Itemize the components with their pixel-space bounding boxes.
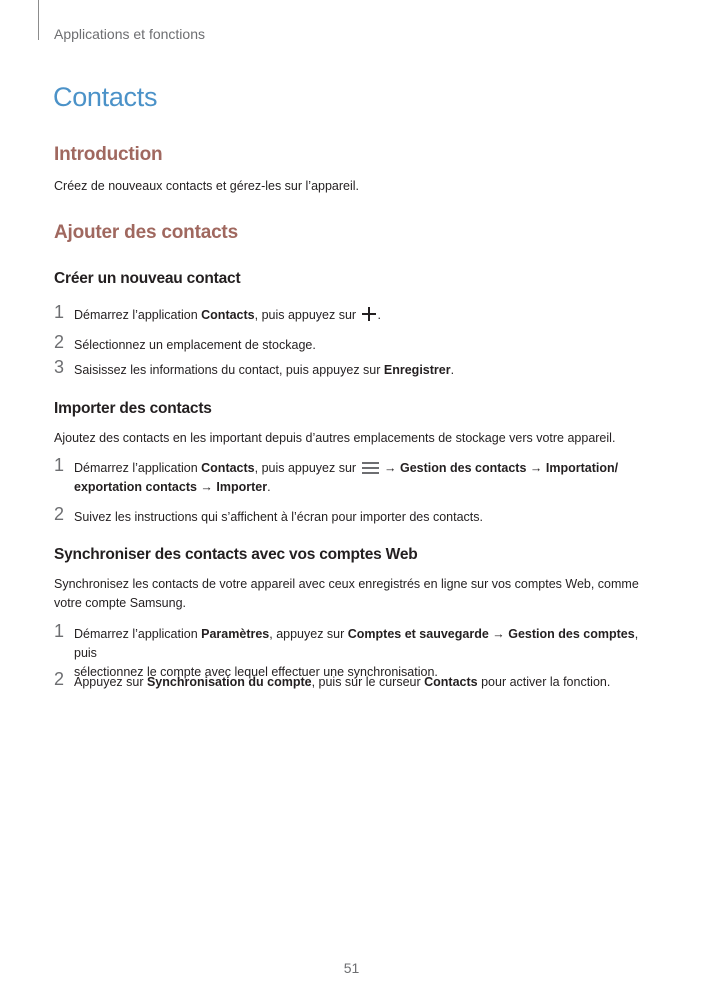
step-number: 3 — [54, 357, 65, 377]
introduction-text: Créez de nouveaux contacts et gérez-les sur l’appareil. — [54, 179, 360, 193]
step-number: 1 — [54, 621, 65, 641]
sync-contacts-heading: Synchroniser des contacts avec vos comptes Web — [54, 546, 418, 563]
sync-step-1: 1 Démarrez l’application Paramètres, appuyez sur Comptes et sauvegarde → Gestion des comptes, puis sélectionnez le compte avec lequel effectuer une synchronisation. — [54, 621, 639, 679]
save-label: Enregistrer — [383, 363, 451, 377]
sync-step-2: 2 Appuyez sur Synchronisation du compte, puis sur le curseur Contacts pour activer la fonction. — [54, 669, 611, 689]
step-number: 2 — [54, 504, 65, 524]
add-contacts-heading: Ajouter des contacts — [54, 222, 238, 243]
page-title: Contacts — [53, 82, 158, 112]
menu-icon — [362, 461, 379, 474]
step-number: 2 — [54, 669, 65, 689]
import-step-1: 1 Démarrez l’application Contacts, puis appuyez sur → Gestion des contacts → Importation/ exportation contacts → Importer. — [54, 455, 619, 494]
running-header: Applications et fonctions — [54, 26, 205, 42]
step-number: 1 — [54, 302, 65, 322]
plus-icon — [361, 306, 377, 322]
introduction-heading: Introduction — [54, 144, 163, 165]
contacts-app-label: Contacts — [201, 308, 255, 322]
create-step-1: 1 Démarrez l’application Contacts, puis appuyez sur . — [54, 302, 382, 322]
create-step-3: 3 Saisissez les informations du contact, puis appuyez sur Enregistrer. — [54, 357, 455, 377]
page-number: 51 — [343, 960, 360, 976]
create-contact-heading: Créer un nouveau contact — [54, 270, 241, 287]
import-step-2: 2 Suivez les instructions qui s’affichent à l’écran pour importer des contacts. — [54, 504, 483, 524]
import-contacts-heading: Importer des contacts — [54, 400, 212, 417]
step-number: 1 — [54, 455, 65, 475]
margin-rule — [38, 0, 39, 40]
sync-text: Synchronisez les contacts de votre appareil avec ceux enregistrés en ligne sur vos comptes Web, comme votre compte Samsung. — [54, 577, 639, 610]
step-number: 2 — [54, 332, 65, 352]
create-step-2: 2 Sélectionnez un emplacement de stockage. — [54, 332, 316, 352]
import-text: Ajoutez des contacts en les important depuis d’autres emplacements de stockage vers votre appareil. — [54, 431, 616, 445]
